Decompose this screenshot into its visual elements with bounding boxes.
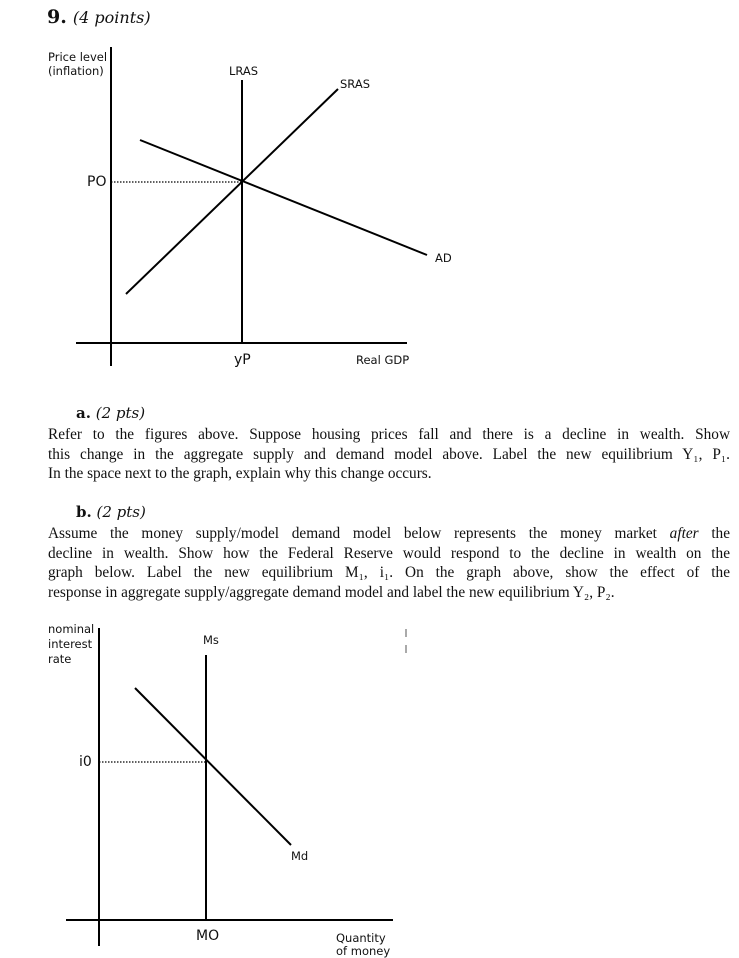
of-money-label: of money [336,944,391,958]
part-a-text [48,425,730,484]
quantity-label: Quantity [336,931,386,945]
part-b-points: (2 pts) [96,503,146,521]
part-b-letter: b. [76,503,92,521]
part-b-line-1-pre: Assume the money supply/model demand model below represents the money market [48,525,657,542]
ad-label: AD [435,251,452,265]
rate-i0-label: i0 [79,754,92,770]
sras-curve [126,89,338,294]
question-points: (4 points) [72,8,151,27]
sras-label: SRAS [340,77,370,91]
part-b-line-3: graph below. Label the new equilibrium M₁, i₁. On the graph above, show the effect of the [48,564,730,582]
md-curve [135,688,291,845]
part-b-line-1 [48,524,730,544]
md-label: Md [291,849,309,863]
lras-label: LRAS [229,64,259,78]
interest-label: interest [48,637,93,651]
price-p0-label: PO [87,174,107,190]
nominal-label: nominal [48,622,95,636]
part-b-line-2: decline in wealth. Show how the Federal Reserve would respond to the decline in wealth on the [48,544,730,562]
part-b-text [48,524,730,602]
price-level-label: Price level [48,50,108,64]
part-b-line-1-post: the [711,525,731,542]
ms-label: Ms [203,633,219,647]
output-yp-label: yP [234,352,251,368]
part-b-line-1-em: after [669,525,699,542]
part-a-points: (2 pts) [95,404,146,422]
real-gdp-label: Real GDP [356,353,410,367]
part-a-letter: a. [76,404,91,422]
part-a-line-3: In the space next to the graph, explain why this change occurs. [48,465,432,483]
part-b-heading [76,503,146,521]
part-a-heading [76,404,145,422]
inflation-label: (inflation) [48,64,104,78]
part-a-line-1: Refer to the figures above. Suppose housing prices fall and there is a decline in wealth. Show [48,426,730,443]
question-number: 9. [47,6,67,28]
part-b-line-4: response in aggregate supply/aggregate demand model and label the new equilibrium Y₂, P₂. [48,583,615,601]
rate-label: rate [48,652,72,666]
money-m0-label: MO [196,928,220,944]
part-a-line-2: this change in the aggregate supply and demand model above. Label the new equilibrium Y₁, P₁. [48,445,730,463]
